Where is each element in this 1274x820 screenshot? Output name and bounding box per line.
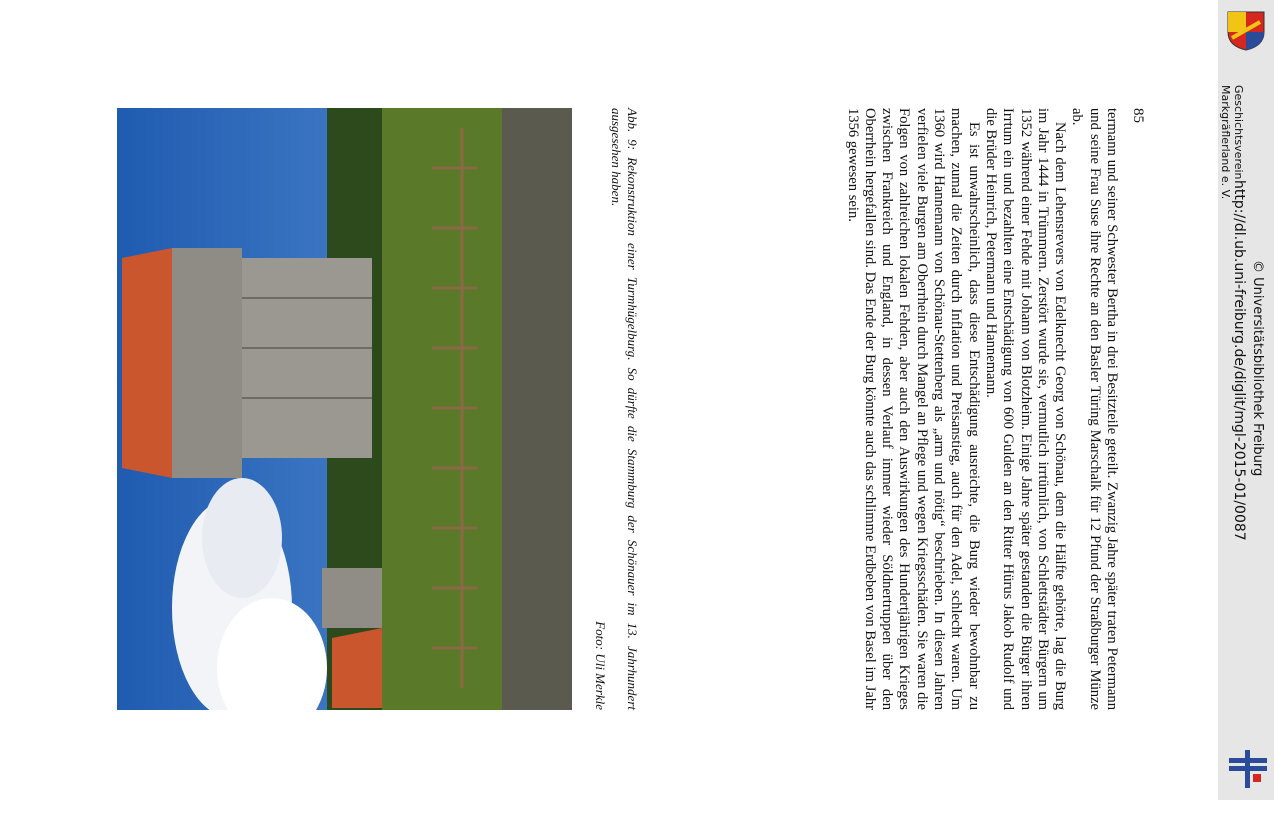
paragraph: Nach dem Lehensrevers von Edelknecht Georg von Schönau, dem die Hälfte gehörte, lag die Burg im Jahr 1444 in Trümmern. Zerstört wurde sie, vermutlich irrtümlich, von Schlettstädter Bürgern um 1352 während einer Fehde mit Johann von Blotzheim. Einige Jahre später gestanden die Bürger ihren Irrtum ein und bezahlten eine Entschädigung von 600 Gulden an den Ritter Hürus Jakob Rudolf und die Brüder Heinrich, Petermann und Hannemann. — [982, 108, 1069, 710]
figure-caption — [592, 108, 640, 710]
photo-credit: Foto: Uli Merkle — [593, 621, 608, 710]
source-url-link[interactable]: http://dl.ub.uni-freiburg.de/diglit/mgl-2015-01/0087 — [1231, 180, 1247, 541]
society-line2: Markgräflerland e. V. — [1219, 85, 1232, 200]
body-text — [843, 108, 1120, 710]
page-number: 85 — [1130, 108, 1146, 123]
castle-illustration — [117, 108, 572, 710]
society-crest-icon — [1224, 8, 1268, 52]
university-library-logo-icon — [1227, 748, 1269, 790]
castle-photo — [117, 108, 572, 710]
paragraph: termann und seiner Schwester Bertha in drei Besitzteile geteilt. Zwanzig Jahre später traten Petermann und seine Frau Suse ihre Rechte an den Basler Türing Marschalk für 12 Pfund der Straßburger Münze ab. — [1069, 108, 1120, 710]
paragraph: Es ist unwahrscheinlich, dass diese Entschädigung ausreichte, die Burg wieder bewohnbar zu machen, zumal die Zeiten durch Inflation und Preisanstieg, auch für den Adel, schlecht waren. Um 1360 wird Hannemann von Schönau-Stettenberg als „arm und nötig“ beschrieben. In diesen Jahren verfielen viele Burgen am Oberrhein durch Mangel an Pflege und wegen Kriegsschäden. Sie waren die Folgen von zahlreichen lokalen Fehden, aber auch den Auswirkungen des Hundertjährigen Krieges zwischen Frankreich und England, in dessen Verlauf immer wieder Söldnertruppen über den Oberrhein hergefallen sind. Das Ende der Burg könnte auch das schlimme Erdbeben von Basel im Jahr 1356 gewesen sein. — [844, 108, 982, 710]
society-line1: Geschichtsverein — [1232, 85, 1245, 180]
caption-text: Abb. 9: Rekonstruktion einer Turmhügelburg. So dürfte die Stammburg der Schönauer im 13. Jahrhundert ausgesehen haben. — [609, 108, 640, 710]
page-content — [120, 108, 1146, 710]
copyright-text: © Universitätsbibliothek Freiburg — [1250, 260, 1265, 477]
